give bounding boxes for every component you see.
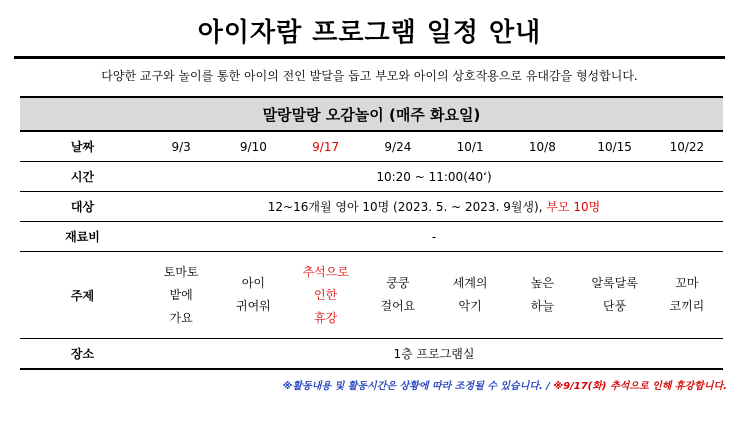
target-row (20, 192, 723, 222)
time-label: 시간 (20, 162, 145, 192)
target-label: 대상 (20, 192, 145, 222)
page-subtitle: 다양한 교구와 놀이를 통한 아이의 전인 발달을 돕고 부모와 아이의 상호작용으로 유대감을 형성합니다. (101, 69, 638, 83)
date-cell: 9/24 (362, 131, 434, 162)
topic-cell: 쿵쿵 걸어요 (362, 252, 434, 339)
place-value: 1층 프로그램실 (145, 339, 723, 370)
title-underline (14, 56, 725, 59)
time-value: 10:20 ~ 11:00(40‘) (145, 162, 723, 192)
place-row (20, 339, 723, 370)
date-label: 날짜 (20, 131, 145, 162)
topic-cell: 세계의 악기 (434, 252, 506, 339)
topic-label: 주제 (20, 252, 145, 339)
page-title: 아이자람 프로그램 일정 안내 (197, 18, 542, 48)
date-cell: 10/22 (651, 131, 723, 162)
topic-row (20, 252, 723, 339)
topic-cell: 토마토 밭에 가요 (145, 252, 217, 339)
topic-cell: 알록달록 단풍 (579, 252, 651, 339)
fee-row (20, 222, 723, 252)
date-cell: 10/15 (579, 131, 651, 162)
target-parent-count: 부모 10명 (546, 200, 601, 214)
place-label: 장소 (20, 339, 145, 370)
time-row (20, 162, 723, 192)
topic-cell: 꼬마 코끼리 (651, 252, 723, 339)
topic-cell-holiday: 추석으로 인한 휴강 (290, 252, 362, 339)
date-cell: 10/1 (434, 131, 506, 162)
notice-holiday-text: ※9/17(화) 추석으로 인해 휴강합니다. (553, 381, 727, 392)
fee-label: 재료비 (20, 222, 145, 252)
fee-value: - (145, 222, 723, 252)
topic-cell: 아이 귀여워 (217, 252, 289, 339)
date-cell: 9/3 (145, 131, 217, 162)
target-value-cell (145, 192, 723, 222)
target-value: 12~16개월 영아 10명 (2023. 5. ~ 2023. 9월생), (267, 200, 543, 214)
date-cell: 10/8 (506, 131, 578, 162)
topic-cell: 높은 하늘 (506, 252, 578, 339)
date-cell: 9/10 (217, 131, 289, 162)
date-row (20, 131, 723, 162)
program-header: 말랑말랑 오감놀이 (매주 화요일) (20, 97, 723, 131)
notice-line (283, 377, 727, 392)
schedule-table (20, 96, 723, 370)
date-cell-holiday: 9/17 (290, 131, 362, 162)
notice-text: ※활동내용 및 활동시간은 상황에 따라 조정될 수 있습니다. / (282, 381, 550, 392)
